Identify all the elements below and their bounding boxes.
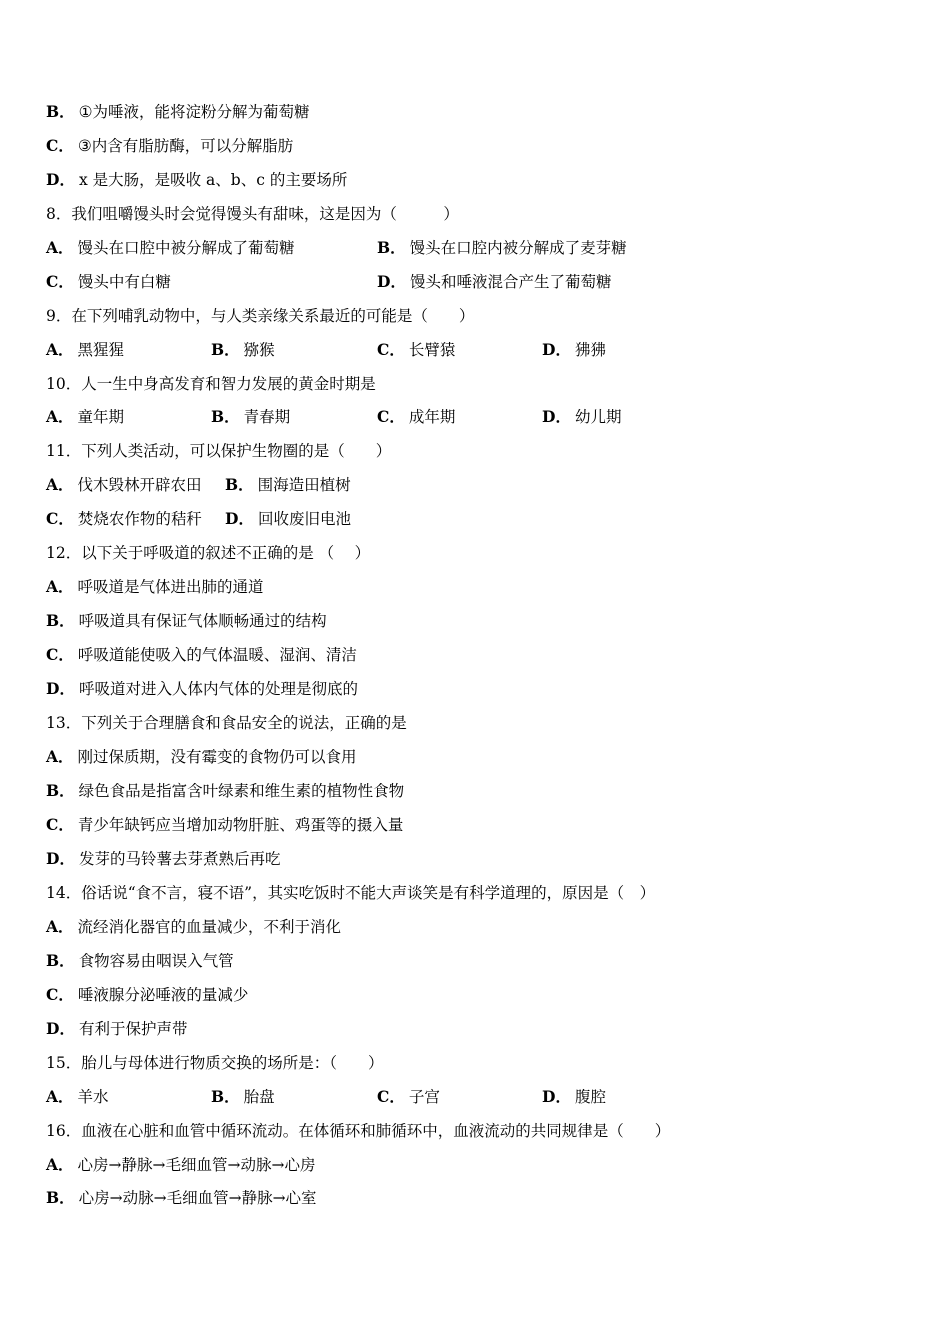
option-line: A． 黑猩猩 [46, 340, 125, 359]
question-13: 13．下列关于合理膳食和食品安全的说法，正确的是 [46, 714, 407, 732]
option-line: B． 馒头在口腔内被分解成了麦芽糖 [377, 238, 627, 257]
option-line: B． 绿色食品是指富含叶绿素和维生素的植物性食物 [46, 781, 405, 800]
option-line: A． 羊水 [46, 1087, 109, 1106]
option-line: D． 呼吸道对进入人体内气体的处理是彻底的 [46, 679, 358, 698]
option-line: B． 呼吸道具有保证气体顺畅通过的结构 [46, 611, 327, 630]
question-10: 10．人一生中身高发育和智力发展的黄金时期是 [46, 375, 376, 393]
question-12: 12．以下关于呼吸道的叙述不正确的是 （ ） [46, 544, 371, 562]
option-line: B． ①为唾液，能将淀粉分解为葡萄糖 [46, 102, 310, 121]
option-line: D． 馒头和唾液混合产生了葡萄糖 [377, 272, 612, 291]
option-line: B． 猕猴 [211, 340, 275, 359]
question-14: 14．俗话说“食不言，寝不语”，其实吃饭时不能大声谈笑是有科学道理的，原因是（ ） [46, 884, 656, 902]
option-line: B． 围海造田植树 [225, 475, 351, 494]
question-11: 11．下列人类活动，可以保护生物圈的是（ ） [46, 442, 392, 460]
option-line: D． 狒狒 [542, 340, 606, 359]
option-line: A． 馒头在口腔中被分解成了葡萄糖 [46, 238, 295, 257]
question-16: 16．血液在心脏和血管中循环流动。在体循环和肺循环中，血液流动的共同规律是（ ） [46, 1122, 671, 1140]
option-line: C． ③内含有脂肪酶，可以分解脂肪 [46, 136, 294, 155]
option-line: C． 成年期 [377, 407, 456, 426]
option-line: C． 唾液腺分泌唾液的量减少 [46, 985, 249, 1004]
option-line: A． 流经消化器官的血量减少，不利于消化 [46, 917, 342, 936]
option-line: A． 刚过保质期，没有霉变的食物仍可以食用 [46, 747, 357, 766]
option-line: B． 胎盘 [211, 1087, 275, 1106]
option-line: D． 有利于保护声带 [46, 1019, 188, 1038]
option-line: C． 长臂猿 [377, 340, 456, 359]
option-line: D． x 是大肠，是吸收 a、b、c 的主要场所 [46, 170, 348, 189]
option-line: D． 幼儿期 [542, 407, 622, 426]
option-line: B． 青春期 [211, 407, 291, 426]
option-line: A． 伐木毁林开辟农田 [46, 475, 202, 494]
option-line: D． 回收废旧电池 [225, 509, 351, 528]
option-line: A． 呼吸道是气体进出肺的通道 [46, 577, 264, 596]
question-8: 8．我们咀嚼馒头时会觉得馒头有甜味，这是因为（ ） [46, 205, 459, 223]
option-line: C． 呼吸道能使吸入的气体温暖、湿润、清洁 [46, 645, 357, 664]
option-line: C． 馒头中有白糖 [46, 272, 171, 291]
option-line: A． 心房→静脉→毛细血管→动脉→心房 [46, 1155, 316, 1174]
option-line: C． 子宫 [377, 1087, 440, 1106]
option-line: B． 食物容易由咽误入气管 [46, 951, 234, 970]
option-line: D． 发芽的马铃薯去芽煮熟后再吃 [46, 849, 281, 868]
question-9: 9．在下列哺乳动物中，与人类亲缘关系最近的可能是（ ） [46, 307, 475, 325]
option-line: A． 童年期 [46, 407, 125, 426]
option-line: C． 焚烧农作物的秸秆 [46, 509, 202, 528]
option-line: B． 心房→动脉→毛细血管→静脉→心室 [46, 1188, 317, 1207]
option-line: D． 腹腔 [542, 1087, 606, 1106]
question-15: 15．胎儿与母体进行物质交换的场所是：（ ） [46, 1054, 384, 1072]
option-line: C． 青少年缺钙应当增加动物肝脏、鸡蛋等的摄入量 [46, 815, 404, 834]
